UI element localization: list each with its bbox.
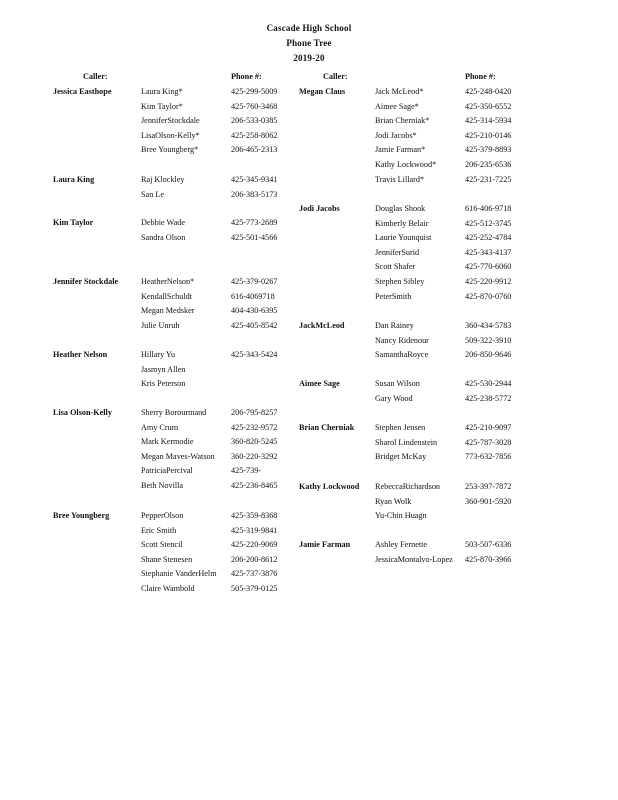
- contact-phone: 425-870-0760: [465, 291, 512, 301]
- contact-phone: 206-850-9646: [465, 350, 512, 360]
- caller-name: Lisa Olson-Kelly: [53, 408, 112, 417]
- contact-phone: 425-231-7225: [465, 174, 512, 184]
- contact-name: RebeccaRichardson: [375, 482, 441, 491]
- contact-phone: 773-632-7856: [465, 452, 512, 462]
- contact-name: LisaOlson-Kelly*: [141, 130, 200, 140]
- contact-phone: 425-343-4137: [465, 247, 512, 257]
- contact-phone: 404-430-6395: [231, 306, 278, 316]
- contact-name: Stephen Jensen: [375, 423, 426, 432]
- contact-name: Bridget McKay: [375, 452, 427, 462]
- contact-phone: 360-901-5920: [465, 496, 512, 506]
- contact-name: JenniferStockdale: [141, 116, 200, 126]
- contact-name: Mark Kermodie: [141, 437, 194, 447]
- contact-name: Hillary Yu: [141, 350, 176, 359]
- contact-name: Kimberly Belair: [375, 218, 429, 228]
- contact-name: Dan Rainey: [375, 321, 414, 330]
- contact-name: Beth Novilla: [141, 481, 184, 490]
- phone-header-right: Phone #:: [465, 72, 496, 81]
- contact-name: Aimee Sage*: [375, 101, 419, 111]
- contact-name: PatriciaPercival: [141, 466, 193, 476]
- contact-name: KendallSchuldt: [141, 291, 192, 301]
- contact-phone: 425-379-8893: [465, 145, 512, 155]
- contact-name: JessicaMontalvo-Lopez: [375, 554, 453, 564]
- caller-name: Jamie Farman: [299, 540, 351, 549]
- contact-name: Scott Stencil: [141, 540, 183, 550]
- contact-phone: 425-870-3966: [465, 554, 512, 564]
- contact-name: Gary Wood: [375, 393, 413, 403]
- contact-phone: 425-220-9069: [231, 540, 278, 550]
- contact-phone: 360-434-5783: [465, 321, 512, 330]
- contact-name: Travis Lillard*: [375, 174, 425, 184]
- caller-header-left: Caller:: [83, 72, 108, 81]
- contact-phone: 253-397-7872: [465, 482, 512, 491]
- contact-phone: 425-319-9841: [231, 525, 278, 535]
- school-year: 2019-20: [293, 53, 325, 63]
- contact-name: Yu-Chin Huagn: [375, 511, 427, 521]
- caller-name: Jodi Jacobs: [299, 204, 340, 213]
- contact-phone: 425-530-2944: [465, 379, 512, 388]
- contact-phone: 425-739-: [231, 466, 262, 476]
- contact-phone: 206-235-6536: [465, 160, 512, 169]
- caller-name: Laura King: [53, 175, 95, 184]
- contact-name: Nancy Ridenour: [375, 335, 429, 345]
- caller-name: Jessica Easthope: [53, 87, 112, 96]
- contact-phone: 425-501-4566: [231, 232, 278, 242]
- contact-name: San Le: [141, 189, 164, 199]
- contact-name: Laurie Younquist: [375, 233, 432, 243]
- contact-phone: 425-210-9097: [465, 423, 512, 432]
- contact-name: Raj Klockley: [141, 175, 185, 184]
- contact-phone: 425-770-6060: [465, 262, 512, 272]
- contact-phone: 425-236-8465: [231, 481, 278, 490]
- contact-name: Sandra Olson: [141, 232, 186, 242]
- contact-phone: 425-299-5009: [231, 87, 278, 96]
- contact-phone: 425-238-5772: [465, 393, 512, 403]
- caller-name: Kathy Lockwood: [299, 482, 360, 491]
- contact-phone: 206-383-5173: [231, 189, 278, 199]
- contact-name: Megan Maves-Watson: [141, 451, 215, 461]
- contact-name: Stephanie VanderHelm: [141, 569, 217, 579]
- contact-name: Eric Smith: [141, 525, 177, 535]
- contact-name: Jodi Jacobs*: [375, 130, 417, 140]
- contact-name: Scott Shafer: [375, 262, 416, 272]
- contact-name: Brian Cherniak*: [375, 116, 430, 126]
- contact-name: Kris Peterson: [141, 379, 186, 389]
- contact-name: Ashley Fernette: [375, 540, 428, 549]
- contact-phone: 425-737-3876: [231, 569, 278, 579]
- contact-phone: 425-350-6552: [465, 101, 512, 111]
- contact-name: Jack McLeod*: [375, 87, 424, 96]
- contact-name: Sherry Borourmand: [141, 408, 207, 417]
- contact-phone: 425-379-0267: [231, 277, 278, 286]
- contact-phone: 425-760-3468: [231, 101, 278, 111]
- contact-phone: 206-533-0385: [231, 116, 278, 126]
- contact-name: Ryan Wolk: [375, 496, 412, 506]
- contact-name: Bree Youngberg*: [141, 145, 199, 155]
- contact-name: JenniferSurid: [375, 247, 420, 257]
- contact-phone: 360-220-3292: [231, 451, 278, 461]
- contact-name: Sharol Lindenstein: [375, 437, 438, 447]
- contact-phone: 206-795-8257: [231, 408, 278, 417]
- contact-phone: 425-220-9912: [465, 277, 512, 286]
- contact-name: Claire Wambold: [141, 584, 195, 593]
- contact-phone: 616-406-9718: [465, 204, 512, 213]
- caller-name: Jennifer Stockdale: [53, 277, 119, 286]
- phone-header-left: Phone #:: [231, 72, 262, 81]
- contact-name: Laura King*: [141, 87, 183, 96]
- caller-name: Aimee Sage: [299, 379, 340, 388]
- contact-name: Stephen Sibley: [375, 277, 425, 286]
- contact-name: Shane Stenesen: [141, 554, 193, 564]
- contact-phone: 425-787-3028: [465, 437, 512, 447]
- contact-name: Amy Crum: [141, 422, 179, 432]
- caller-name: Brian Cherniak: [299, 423, 355, 432]
- contact-phone: 425-258-8062: [231, 130, 278, 140]
- caller-name: Heather Nelson: [53, 350, 108, 359]
- contact-phone: 425-359-8368: [231, 511, 278, 520]
- caller-header-right: Caller:: [323, 72, 348, 81]
- contact-phone: 509-322-3910: [465, 335, 512, 345]
- contact-phone: 425-232-9572: [231, 422, 278, 432]
- contact-name: Kim Taylor*: [141, 101, 183, 111]
- caller-name: Kim Taylor: [53, 218, 94, 227]
- contact-phone: 360-820-5245: [231, 437, 278, 447]
- document-subtitle: Phone Tree: [286, 38, 332, 48]
- contact-name: Debbie Wade: [141, 218, 185, 227]
- caller-name: Megan Claus: [299, 87, 346, 96]
- contact-name: PepperOlson: [141, 511, 184, 520]
- contact-name: Megan Medsker: [141, 306, 195, 316]
- contact-name: Susan Wilson: [375, 379, 420, 388]
- contact-name: Douglas Shook: [375, 204, 426, 213]
- contact-name: Jasmyn Allen: [141, 364, 186, 374]
- contact-name: SamanthaRoyce: [375, 350, 429, 360]
- contact-phone: 425-345-9341: [231, 175, 278, 184]
- contact-phone: 616-4069718: [231, 291, 275, 301]
- contact-name: HeatherNelson*: [141, 277, 195, 286]
- contact-phone: 425-248-0420: [465, 87, 512, 96]
- contact-phone: 206-465-2313: [231, 145, 278, 155]
- contact-name: PeterSmith: [375, 291, 412, 301]
- contact-phone: 425-252-4784: [465, 233, 512, 243]
- contact-name: Kathy Lockwood*: [375, 160, 437, 169]
- contact-phone: 425-773-2689: [231, 218, 278, 227]
- contact-phone: 503-507-6336: [465, 540, 512, 549]
- caller-name: Bree Youngberg: [53, 511, 110, 520]
- contact-phone: 505-379-0125: [231, 584, 278, 593]
- school-title: Cascade High School: [266, 23, 352, 33]
- contact-phone: 425-343-5424: [231, 350, 278, 359]
- contact-phone: 425-405-8542: [231, 320, 278, 330]
- caller-name: JackMcLeod: [299, 321, 345, 330]
- contact-phone: 206-200-8612: [231, 554, 278, 564]
- contact-name: Jamie Farman*: [375, 145, 426, 155]
- contact-phone: 425-512-3745: [465, 218, 512, 228]
- contact-name: Julie Unruh: [141, 320, 180, 330]
- contact-phone: 425-210-0146: [465, 130, 512, 140]
- contact-phone: 425-314-5934: [465, 116, 512, 126]
